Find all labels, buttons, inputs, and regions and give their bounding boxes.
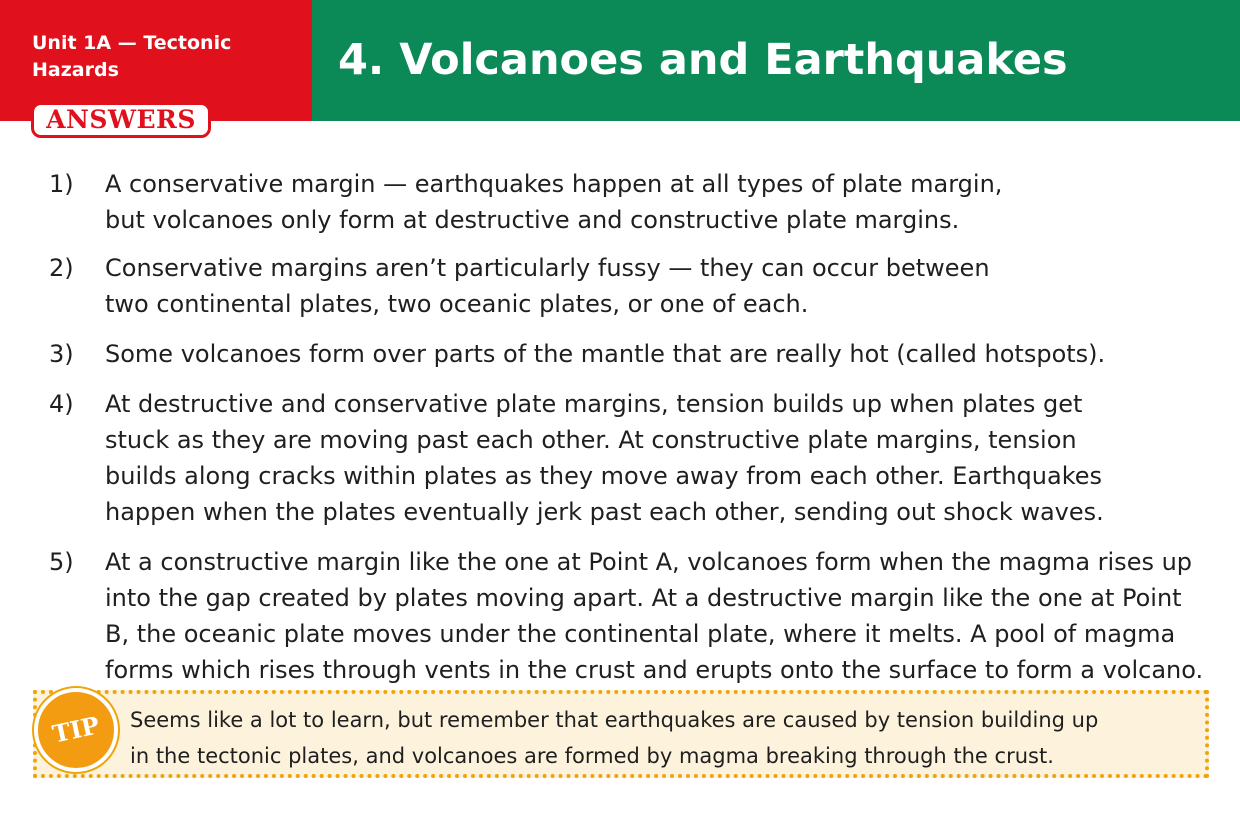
title-banner xyxy=(312,0,1240,121)
answer-line: Some volcanoes form over parts of the mantle that are really hot (called hotspots). xyxy=(105,340,1106,368)
answer-line: happen when the plates eventually jerk past each other, sending out shock waves. xyxy=(105,498,1104,526)
unit-title-line2: Hazards xyxy=(32,59,119,81)
answer-line: two continental plates, two oceanic plates, or one of each. xyxy=(105,290,809,318)
tip-text xyxy=(130,702,1098,774)
answer-number: 3) xyxy=(49,340,74,368)
tip-line: Seems like a lot to learn, but remember that earthquakes are caused by tension building up xyxy=(130,708,1099,732)
unit-title xyxy=(32,30,302,84)
answer-line: forms which rises through vents in the crust and erupts onto the surface to form a volcano. xyxy=(105,656,1204,684)
answer-number: 1) xyxy=(49,170,74,198)
answer-line: Conservative margins aren’t particularly fussy — they can occur between xyxy=(105,254,990,282)
answer-line: but volcanoes only form at destructive and constructive plate margins. xyxy=(105,206,960,234)
answer-number: 4) xyxy=(49,390,74,418)
unit-title-line1: Unit 1A — Tectonic xyxy=(32,32,232,54)
answer-line: into the gap created by plates moving apart. At a destructive margin like the one at Point xyxy=(105,584,1182,612)
answer-number: 5) xyxy=(49,548,74,576)
answers-badge: ANSWERS xyxy=(31,102,211,138)
answer-number: 2) xyxy=(49,254,74,282)
answer-line: At a constructive margin like the one at Point A, volcanoes form when the magma rises up xyxy=(105,548,1193,576)
answer-line: stuck as they are moving past each other. At constructive plate margins, tension xyxy=(105,426,1077,454)
tip-line: in the tectonic plates, and volcanoes are formed by magma breaking through the crust. xyxy=(130,744,1054,768)
answer-line: builds along cracks within plates as they move away from each other. Earthquakes xyxy=(105,462,1103,490)
answer-text xyxy=(105,166,1002,238)
answer-text xyxy=(105,250,990,322)
answer-text xyxy=(105,336,1105,372)
answer-line: At destructive and conservative plate margins, tension builds up when plates get xyxy=(105,390,1083,418)
answer-text xyxy=(105,386,1104,530)
answer-text xyxy=(105,544,1203,688)
answer-line: B, the oceanic plate moves under the continental plate, where it melts. A pool of magma xyxy=(105,620,1176,648)
page-title: 4. Volcanoes and Earthquakes xyxy=(338,35,1068,85)
answer-line: A conservative margin — earthquakes happen at all types of plate margin, xyxy=(105,170,1003,198)
tip-badge xyxy=(34,688,118,772)
tip-label: TIP xyxy=(49,710,102,749)
